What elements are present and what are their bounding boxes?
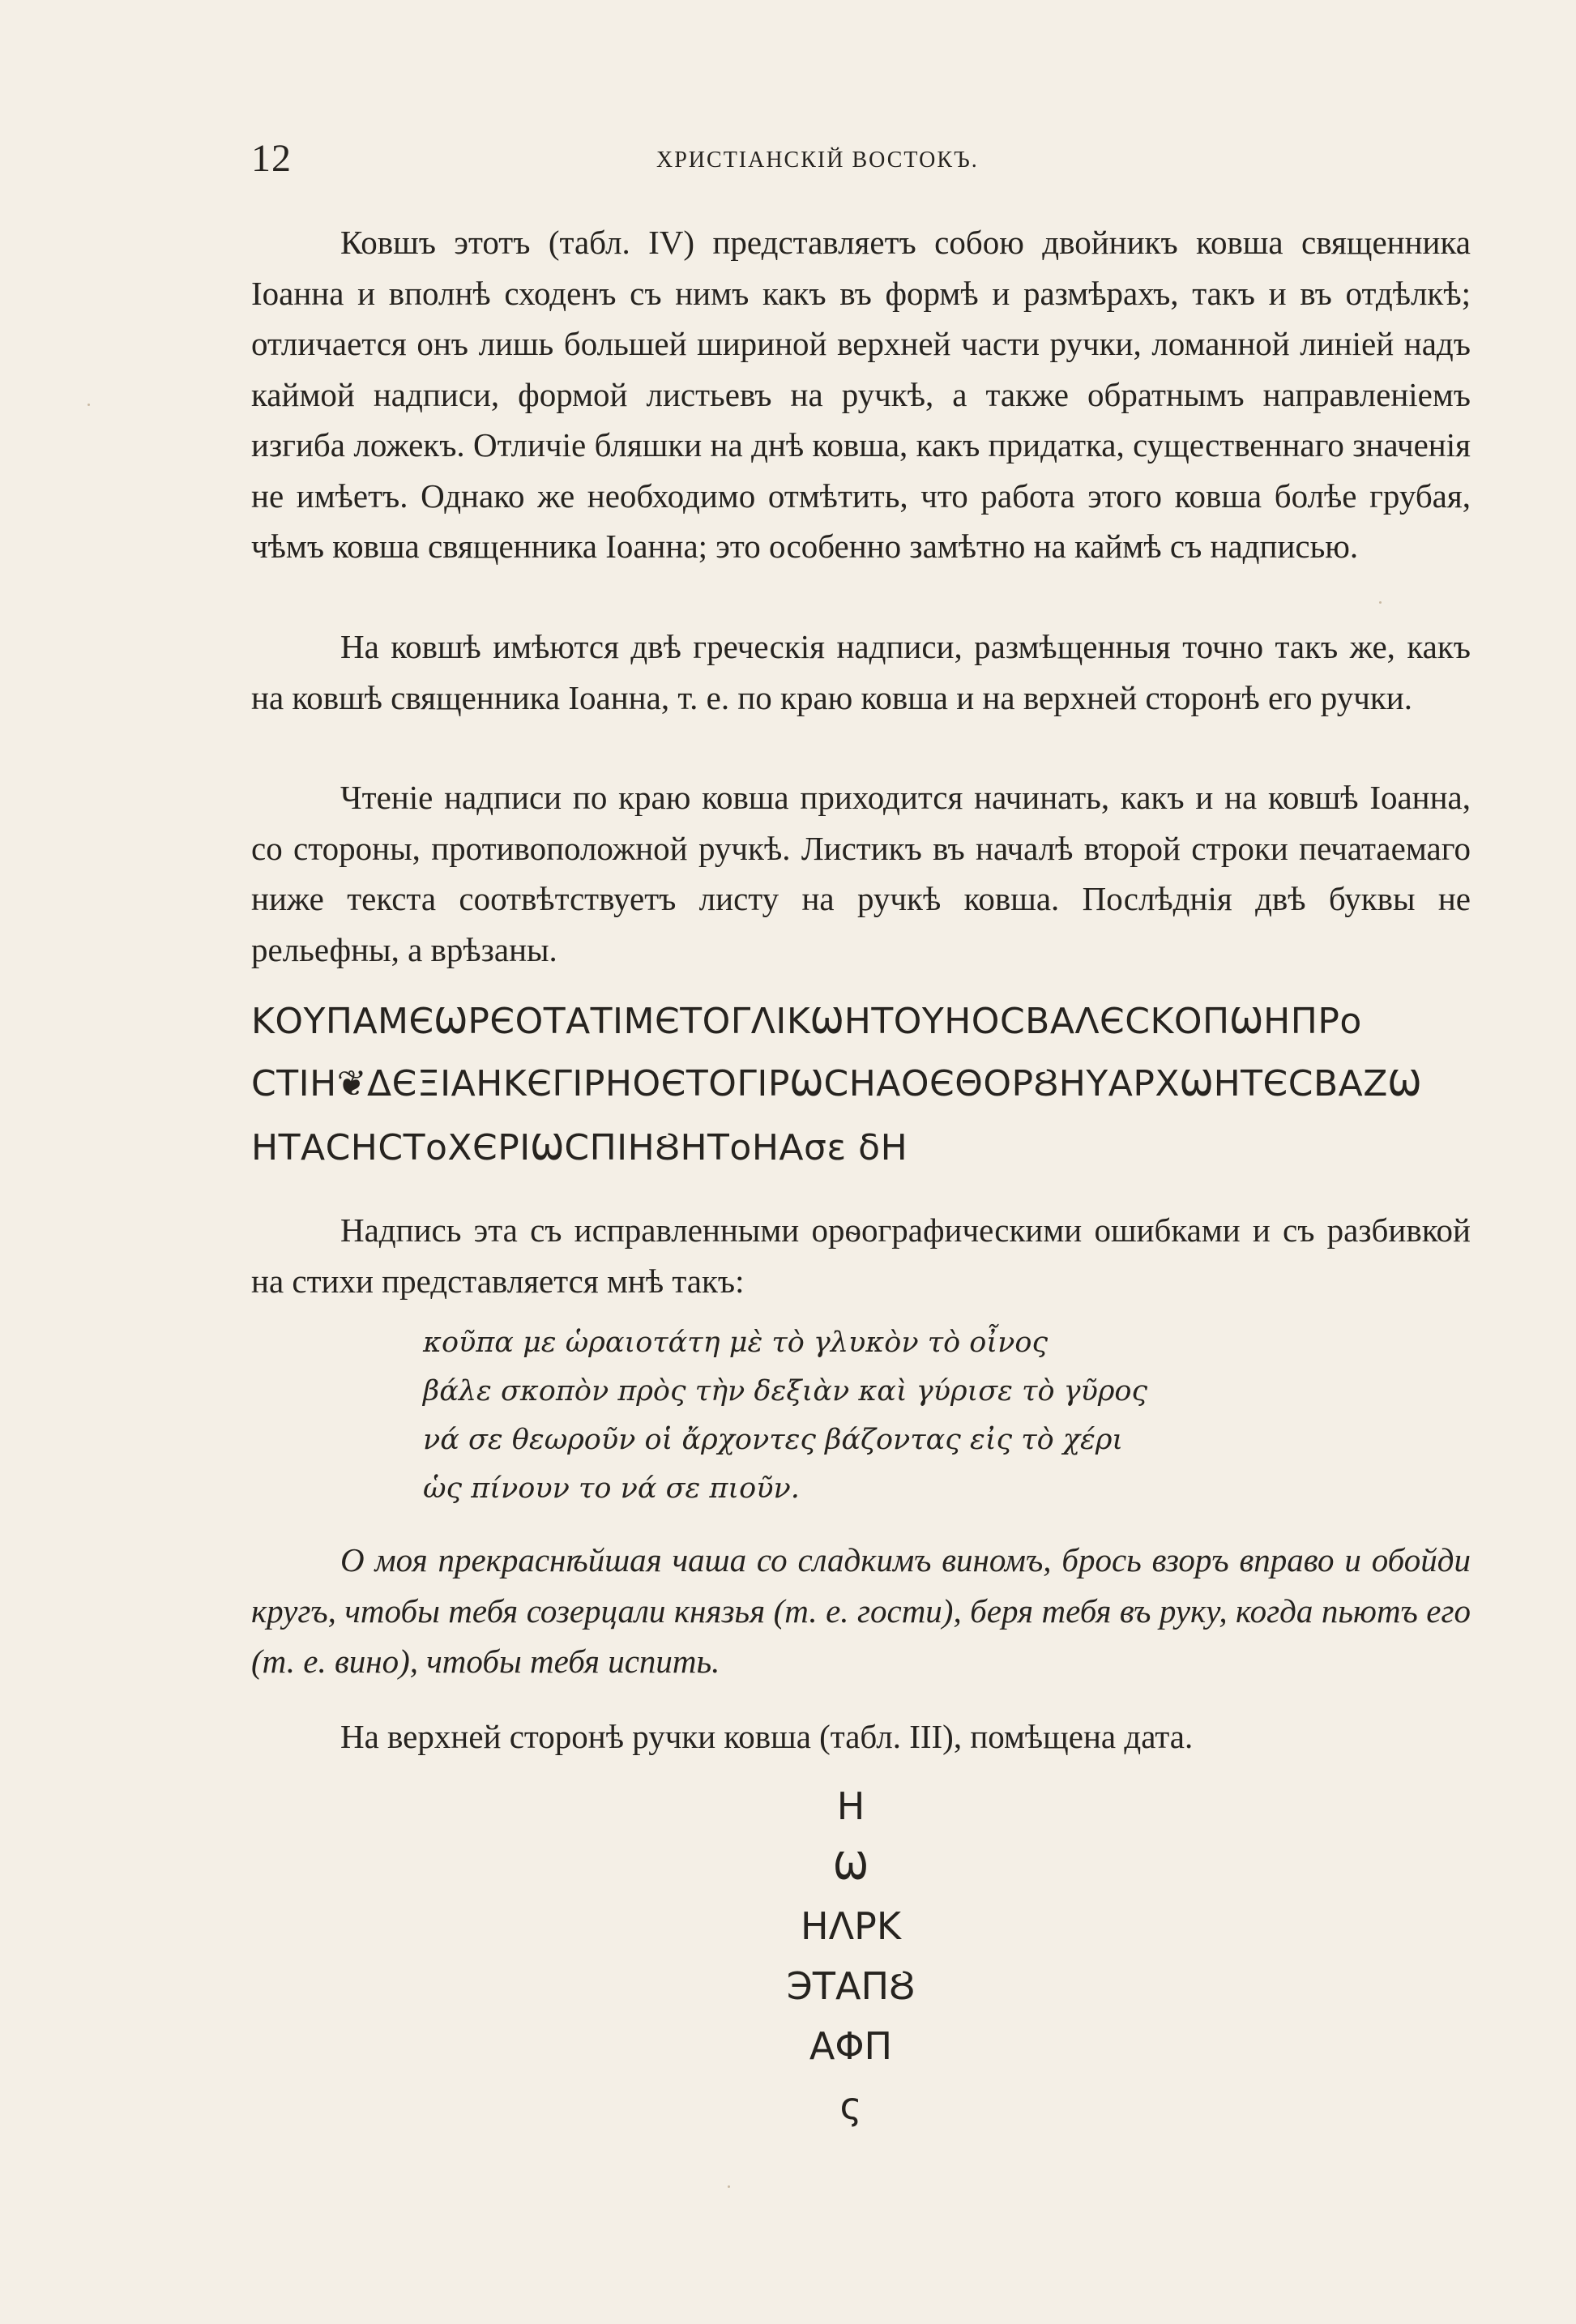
paper-speck [1379,601,1382,604]
date-line: ΑΦΠ [809,2024,893,2068]
page-header [251,136,1467,185]
inscription-line-3: ΗΤΑСΗСΤοΧЄΡΙѠСΠΙΗȢΗΤοΗΑσε δΗ [251,1127,908,1168]
page-number: 12 [251,137,292,180]
paragraph-reading: Чтеніе надписи по краю ковша приходится начинать, какъ и на ковшѣ Іоанна, со стороны, противоположной ручкѣ. Листикъ въ началѣ второй строки печатаемаго ниже текста соотвѣтствуетъ листу на ручкѣ ковша. Послѣднія двѣ буквы не рельефны, а врѣзаны. [251,779,1471,968]
date-line: Η [836,1784,865,1828]
date-line: Ѡ [833,1844,869,1888]
paragraph-verse-intro: Надпись эта съ исправленными орѳографическими ошибками и съ разбивкой на стихи представляется мнѣ такъ: [251,1211,1471,1300]
paragraph-description: Ковшъ этотъ (табл. IV) представляетъ собою двойникъ ковша священника Іоанна и вполнѣ сходенъ съ нимъ какъ въ формѣ и размѣрахъ, такъ и въ отдѣлкѣ; отличается онъ лишь большей шириной верхней части ручки, ломанной линіей надъ каймой надписи, формой листьевъ на ручкѣ, а также обратнымъ направленіемъ изгиба ложекъ. Отличіе бляшки на днѣ ковша, какъ придатка, существеннаго значенія не имѣетъ. Однако же необходимо отмѣтить, что работа этого ковша болѣе грубая, чѣмъ ковша священника Іоанна; это особенно замѣтно на каймѣ съ надписью. [251,224,1471,565]
verse-line: νά σε θεωροῦν οἱ ἄρχοντες βάζοντας εἰς τὸ χέρι [423,1424,1124,1456]
greek-verse [423,1318,1147,1513]
date-line: ς [839,2084,862,2128]
running-title: ХРИСТІАНСКІЙ ВОСТОКЪ. [656,147,979,173]
verse-line: βάλε σκοπὸν πρὸς τὴν δεξιὰν καὶ γύρισε τὸ γῦρος [423,1375,1148,1408]
paragraph-translation: О моя прекраснѣйшая чаша со сладкимъ виномъ, брось взоръ вправо и обойди кругъ, чтобы тебя созерцали князья (т. е. гости), беря тебя въ руку, когда пьютъ его (т. е. вино), чтобы тебя испить. [251,1541,1471,1680]
date-inscription [689,1776,1013,2136]
paragraph-inscriptions: На ковшѣ имѣются двѣ греческія надписи, размѣщенныя точно такъ же, какъ на ковшѣ священника Іоанна, т. е. по краю ковша и на верхней сторонѣ его ручки. [251,628,1471,716]
paragraph-date-intro: На верхней сторонѣ ручки ковша (табл. III), помѣщена дата. [340,1718,1194,1755]
paper-speck [728,2185,730,2188]
date-line: ЭΤΑΠȢ [786,1964,916,2008]
verse-line: κοῦπα με ὡραιοτάτη μὲ τὸ γλυκὸν τὸ οἶνος [423,1326,1049,1359]
date-line: ΗΛΡΚ [801,1904,901,1948]
verse-line: ὡς πίνουν το νά σε πιοῦν. [423,1472,800,1505]
inscription-line-2: СΤΙΗ❦ΔЄΞΙΑΗΚЄΓΙΡΗΟЄΤΟΓΙΡѠСΗΑΟЄΘΟΡȢΗΥΑΡΧѠΗΤЄСΒΑΖѠ [251,1063,1422,1104]
paper-speck [88,404,90,406]
inscription-line-1: ΚΟΥΠΑΜЄѠΡЄΟΤΑΤΙΜЄΤΟΓΛΙΚѠΗΤΟΥΗΟСΒΑΛЄСΚΟΠѠΗΠΡο [251,1001,1362,1042]
